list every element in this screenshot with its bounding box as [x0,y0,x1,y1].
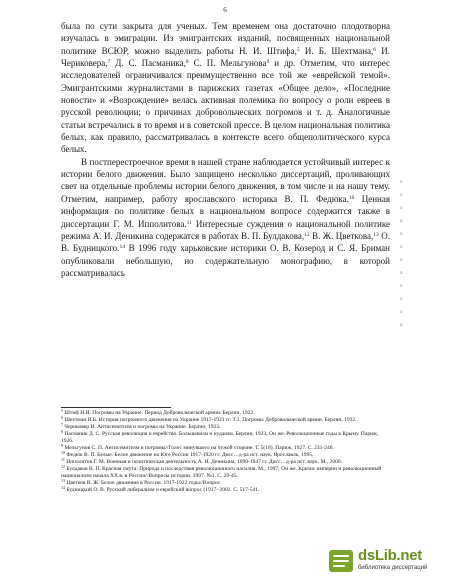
footnote [61,452,390,459]
footnote-ref[interactable]: 5 [296,46,300,53]
paragraph [61,156,390,279]
margin-mark: x [400,180,403,185]
footnote [61,417,390,424]
footnote-text: Штиф Н.И. Погромы на Украине. Период Добровольческой армии. Берлин, 1922. [63,410,255,416]
paragraph-text: и др. Отметим, что интерес исследователей ограничивался преимущественно все той же «еврейской темой». Эмигрантскими журналистами в парижских газетах «Общее дело», «Последние новости» и «Возрождение» велась активная полемика по вопросу о роли евреев в русской революции; о причинах добровольческих погромов и т. д. Аналогичные статьи встречались в то время и в советской прессе. В целом национальная политика белых, как правило, рассматривалась в контексте всего общеполитического курса белых. [61,58,391,155]
footnote [61,459,390,466]
footnote [61,445,390,452]
paragraph-text: И. Чериковера, [61,45,390,69]
margin-mark: x [400,232,403,237]
paragraph-text: В 1996 году харьковские историки О. В. Козерод и С. Я. Бриман опубликовали небольшую, но содержательную монографию, в которой рассматривалась [61,243,390,278]
footnote-number: 9 [61,443,63,448]
margin-mark: x [400,271,403,276]
footnote-ref[interactable]: 9 [266,59,270,66]
footnote-text: Цветков В. Ж. Белое движение в России. 1917-1922 годы//Вопрос [65,480,221,486]
margin-mark: x [400,258,403,263]
footnote [61,424,390,431]
footnote-text: Шехтман И.Б. История погромного движения на Украине 1917-1921 гг. Т.2. Погромы Добровольческой армии. Берлин, 1932. [63,417,357,423]
paragraph-text: И. Б. Шехтмана, [299,45,374,56]
footnote-ref[interactable]: 13 [373,231,379,238]
footnote-text: Булдаков В. П. Красная смута: Природа и последствия революционного насилия. М., 1997; Он же. Кризис империи и революционный национализм начала XX в. в России//Вопросы истории. 1997. №1. С. 29-45. [61,466,382,479]
margin-mark: x [400,284,403,289]
footnote-ref[interactable]: 6 [373,46,377,53]
margin-mark: x [400,193,403,198]
footnote-rule [61,407,171,408]
footnote [61,487,390,494]
footnote-text: Пасманик Д. С. Русская революция и еврейство. Большевизм и иудаизм. Берлин, 1923; Он же. Революционные годы в Крыму. Париж, 1926. [61,431,379,444]
margin-mark: x [400,206,403,211]
footnote-number: 10 [61,450,65,455]
paragraph [61,20,390,156]
footnote-ref[interactable]: 10 [348,194,355,201]
footnote-ref[interactable]: 7 [107,59,111,66]
margin-marks [400,176,403,332]
footnote-text: Федюк В. П. Белые. Белое движение на Юге России 1917-1920 гг. Дисс…д-ра ист. наук. Ярославль, 1995. [65,452,314,458]
paragraph-text: С. П. Мельгунова [188,58,267,69]
margin-mark: x [400,297,403,302]
footnotes [61,410,390,494]
footnote-number: 6 [61,415,63,420]
footnote-number: 5 [61,408,63,413]
footnote-number: 7 [61,422,63,427]
paragraph-text: Интересные суждения о национальной политике режима А. И. Деникина содержатся в работах В. П. Булдакова, [61,218,390,241]
watermark-title: dsLib.net [358,547,422,564]
paragraph-text: была по сути закрыта для ученых. Тем временем она достаточно плодотворна изучалась в эмиграции. Из эмигрантских изданий, посвященных национальной политике ВСЮР, можно выделить работы Н. И. Штифа, [61,21,390,56]
footnote [61,410,390,417]
paragraph-text: Ценная информация по политике белых в национальном вопросе содержится также в диссертации Г. М. Ипполитова. [61,193,390,229]
footnote-number: 11 [61,457,65,462]
margin-mark: x [400,245,403,250]
footnote-number: 13 [61,478,65,483]
watermark[interactable] [324,546,444,576]
paragraph-text: Д. С. Пасманика, [110,58,186,69]
footnote-text: Ипполитов Г. М. Военная и политическая деятельность А. И. Деникина, 1890-1947 гг. Дисс…д-ра ист. наук. М., 2000. [64,459,342,465]
watermark-subtitle: библиотека диссертаций [358,565,428,571]
footnote [61,431,390,445]
footnote-ref[interactable]: 14 [119,244,125,251]
footnote-number: 12 [61,464,65,469]
footnote-number: 14 [61,485,65,490]
dslib-logo-icon [326,546,356,576]
margin-mark: x [400,323,403,328]
paragraph-text: В. Ж. Цветкова, [309,230,374,241]
footnote-text: Будницкий О. В. Русский либерализм и еврейский вопрос (1917- 2002. С. 517-541. [65,487,260,493]
footnote-text: Чериковер И. Антисемитизм и погромы на Украине. Берлин, 1923. [63,424,221,430]
margin-mark: x [400,310,403,315]
page-number: 6 [223,6,227,14]
body-text [61,20,390,279]
paragraph-text: О. В. Будницкого. [61,230,390,254]
margin-mark: x [400,219,403,224]
footnote-number: 8 [61,429,63,434]
footnote-ref[interactable]: 8 [185,59,189,66]
footnote-ref[interactable]: 11 [186,219,192,226]
footnote-ref[interactable]: 12 [304,231,310,238]
footnote [61,480,390,487]
footnote [61,466,390,480]
footnote-text: Мельгунов С. П. Антисемитизм и погромы//Голос минувшего на чужой стороне. Т. 5(18). Париж, 1927. С. 231-246. [63,445,334,451]
paragraph-text: В постперестроечное время в нашей стране наблюдается устойчивый интерес к истории белого движения. Было защищено несколько диссертаций, проливающих свет на отдельные проблемы истории белого движения, в том числе и на нашу тему. Отметим, например, работу ярославского историка В. П. Федюка. [61,156,390,204]
